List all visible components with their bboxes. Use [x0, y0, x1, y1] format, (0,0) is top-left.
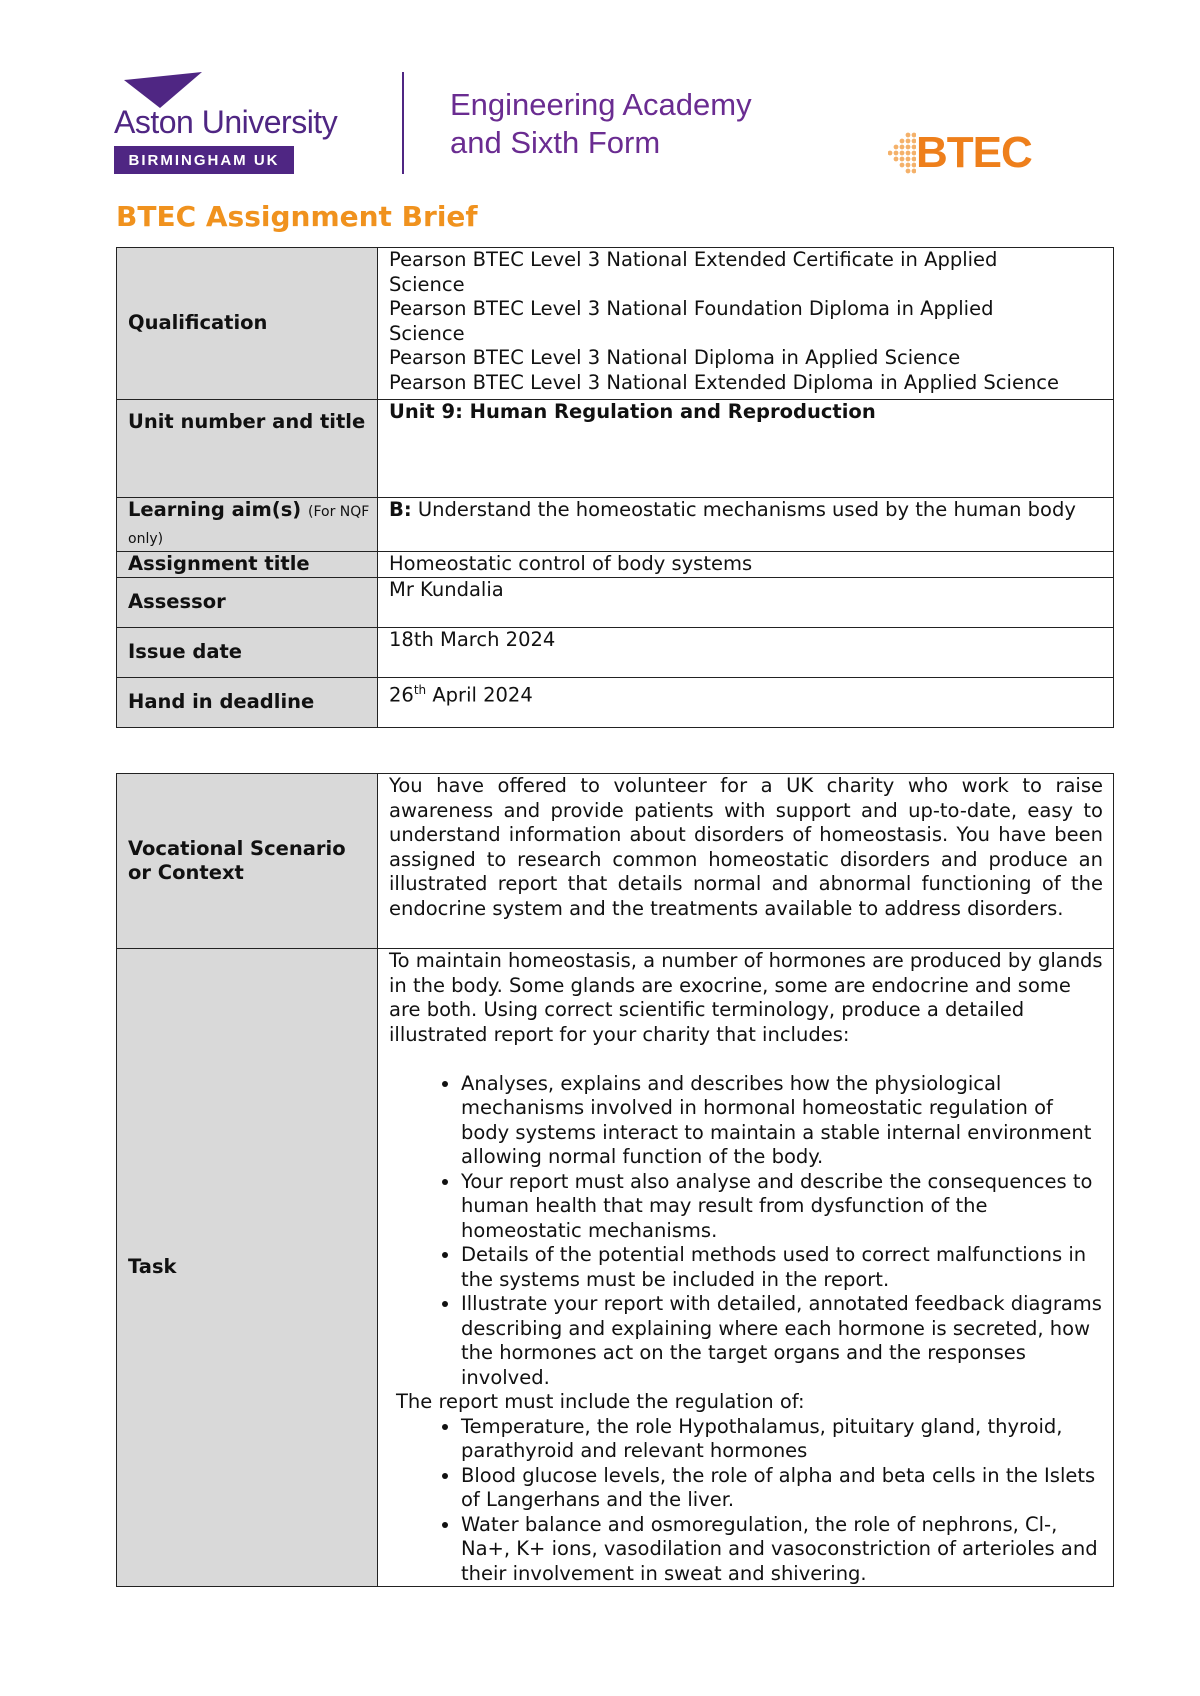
qualification-label: Qualification: [117, 248, 378, 400]
page-title: BTEC Assignment Brief: [116, 200, 478, 233]
assignment-title-row: [117, 552, 1114, 578]
btec-logo: [888, 128, 1032, 178]
academy-line-1: Engineering Academy: [450, 87, 752, 122]
issue-date-value: 18th March 2024: [378, 627, 1114, 677]
aston-university-logo: [114, 72, 359, 176]
deadline-suffix: th: [413, 682, 427, 697]
learning-aim-value-cell: [378, 498, 1114, 552]
btec-logo-text: BTEC: [916, 128, 1032, 177]
assessor-row: [117, 577, 1114, 627]
aston-subtitle: BIRMINGHAM UK: [114, 146, 294, 174]
learning-aim-note: (For NQF only): [128, 504, 370, 547]
list-item: • Illustrate your report with detailed, annotated feedback diagrams describing and explaining where each hormone is secreted, how the hormones act on the target organs and the responses involved.: [461, 1292, 1103, 1390]
unit-row: [117, 400, 1114, 498]
issue-date-row: [117, 627, 1114, 677]
learning-aim-prefix: B:: [389, 498, 412, 521]
logo-divider: [402, 72, 404, 174]
qualification-line: Pearson BTEC Level 3 National Extended Certificate in Applied: [389, 248, 998, 271]
scenario-task-table: [116, 773, 1114, 1587]
assignment-title-value: Homeostatic control of body systems: [378, 552, 1114, 578]
deadline-value: [378, 677, 1114, 727]
unit-label: Unit number and title: [117, 400, 378, 498]
task-intro: To maintain homeostasis, a number of hormones are produced by glands in the body. Some glands are exocrine, some are endocrine and some are both. Using correct scientific terminology, produce a detailed illustrated report for your charity that includes:: [389, 949, 1103, 1046]
scenario-label: Vocational Scenario or Context: [117, 774, 378, 949]
qualification-row: [117, 248, 1114, 400]
regulation-intro: The report must include the regulation of:: [396, 1390, 805, 1413]
list-item: • Your report must also analyse and describe the consequences to human health that may result from dysfunction of the homeostatic mechanisms.: [461, 1170, 1103, 1244]
btec-dots-icon: [888, 131, 916, 175]
task-bullet-list: [389, 1072, 1103, 1391]
list-item: • Water balance and osmoregulation, the role of nephrons, Cl-, Na+, K+ ions, vasodilation and vasoconstriction of arterioles and their involvement in sweat and shivering.: [461, 1513, 1103, 1587]
qualification-line: Science: [389, 272, 465, 296]
unit-value: Unit 9: Human Regulation and Reproduction: [378, 400, 1114, 498]
assessor-value: Mr Kundalia: [378, 577, 1114, 627]
aston-name: Aston University: [114, 104, 338, 140]
learning-aim-value: Understand the homeostatic mechanisms used by the human body: [417, 498, 1076, 521]
assignment-details-table: [116, 247, 1114, 728]
issue-date-label: Issue date: [117, 627, 378, 677]
qualification-line: Pearson BTEC Level 3 National Diploma in Applied Science: [389, 346, 961, 369]
qualification-line: Pearson BTEC Level 3 National Foundation Diploma in Applied: [389, 297, 994, 320]
learning-aim-label-cell: [117, 498, 378, 552]
qualification-line: Pearson BTEC Level 3 National Extended Diploma in Applied Science: [389, 370, 1060, 394]
deadline-day: 26: [389, 683, 414, 706]
scenario-text: You have offered to volunteer for a UK charity who work to raise awareness and provide patients with support and up-to-date, easy to understand information about disorders of homeostasis. You have been assigned to research common homeostatic disorders and produce an illustrated report that details normal and abnormal functioning of the endocrine system and the treatments available to address disorders.: [378, 774, 1114, 949]
list-item: • Blood glucose levels, the role of alpha and beta cells in the Islets of Langerhans and the liver.: [461, 1464, 1103, 1513]
scenario-row: [117, 774, 1114, 949]
deadline-label: Hand in deadline: [117, 677, 378, 727]
learning-aim-label: Learning aim(s): [128, 498, 302, 521]
academy-line-2: and Sixth Form: [450, 125, 661, 160]
task-row: [117, 949, 1114, 1587]
list-item: • Temperature, the role Hypothalamus, pituitary gland, thyroid, parathyroid and relevant hormones: [461, 1415, 1103, 1464]
task-cell: [378, 949, 1114, 1587]
academy-logo: [450, 86, 752, 162]
assessor-label: Assessor: [117, 577, 378, 627]
deadline-row: [117, 677, 1114, 727]
deadline-month-year: April 2024: [432, 683, 533, 706]
qualification-value: [378, 248, 1114, 400]
aston-triangle-icon: [124, 72, 214, 108]
list-item: • Details of the potential methods used to correct malfunctions in the systems must be included in the report.: [461, 1243, 1103, 1292]
task-label: Task: [117, 949, 378, 1587]
assignment-title-label: Assignment title: [117, 552, 378, 578]
qualification-line: Science: [389, 321, 465, 345]
learning-aim-row: [117, 498, 1114, 552]
list-item: • Analyses, explains and describes how the physiological mechanisms involved in hormonal homeostatic regulation of body systems interact to maintain a stable internal environment allowing normal function of the body.: [461, 1072, 1103, 1170]
regulation-bullet-list: [389, 1415, 1103, 1587]
